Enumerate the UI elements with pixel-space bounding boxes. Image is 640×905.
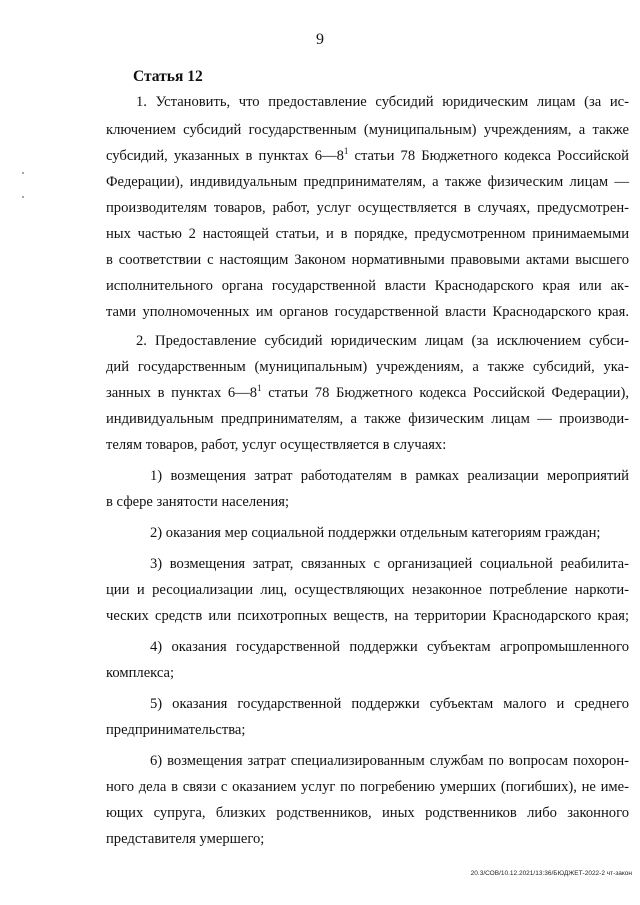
text-fragment: занных в пунктах 6—8 (106, 385, 258, 401)
superscript: 1 (343, 146, 349, 156)
text-line: 2. Предоставление субсидий юридическим лицам (за исключением субси- (136, 333, 629, 349)
text-line: ключением субсидий государственным (муниципальным) учреждениям, а также (106, 122, 629, 138)
text-line: ции и ресоциализации лиц, осуществляющих незаконное потребление наркоти- (106, 582, 629, 598)
text-line: предпринимательства; (106, 722, 246, 738)
text-fragment: статьи 78 Бюджетного кодекса Российской Федерации), (261, 385, 629, 401)
text-line: 2) оказания мер социальной поддержки отдельным категориям граждан; (150, 525, 601, 541)
text-line: 4) оказания государственной поддержки субъектам агропромышленного (150, 639, 629, 655)
margin-dot (22, 196, 24, 198)
text-fragment: статьи 78 Бюджетного кодекса Российской (348, 148, 629, 164)
text-line: производителям товаров, работ, услуг осуществляется в случаях, предусмотрен- (106, 200, 629, 216)
text-line: в соответствии с настоящим Законом нормативными правовыми актами высшего (106, 252, 629, 268)
document-footer: 20.3/СОВ/10.12.2021/13:36/БЮДЖЕТ-2022-2 чт-закон (470, 870, 632, 877)
text-line: ных частью 2 настоящей статьи, и в порядке, предусмотренном принимаемыми (106, 226, 629, 242)
text-line: в сфере занятости населения; (106, 494, 290, 510)
text-line: 3) возмещения затрат, связанных с организацией социальной реабилита- (150, 556, 629, 572)
text-line: 6) возмещения затрат специализированным службам по вопросам похорон- (150, 753, 629, 769)
text-line: 5) оказания государственной поддержки субъектам малого и среднего (150, 696, 629, 712)
text-line: ного дела в связи с оказанием услуг по погребению умерших (погибших), не име- (106, 779, 629, 795)
text-line: дий государственным (муниципальным) учреждениям, а также субсидий, ука- (106, 359, 629, 375)
text-line: ющих супруга, близких родственников, иных родственников либо законного (106, 805, 629, 821)
text-line: исполнительного органа государственной власти Краснодарского края или ак- (106, 278, 629, 294)
text-line: тами уполномоченных им органов государственной власти Краснодарского края. (106, 304, 629, 320)
text-line: представителя умершего; (106, 831, 265, 847)
text-line: 1) возмещения затрат работодателям в рамках реализации мероприятий (150, 468, 629, 484)
text-line (106, 383, 629, 403)
text-line: комплекса; (106, 665, 175, 681)
text-line: 1. Установить, что предоставление субсидий юридическим лицам (за ис- (136, 94, 629, 110)
superscript: 1 (257, 383, 262, 393)
article-heading: Статья 12 (133, 68, 203, 85)
text-line: телям товаров, работ, услуг осуществляется в случаях: (106, 437, 447, 453)
text-fragment: субсидий, указанных в пунктах 6—8 (106, 148, 344, 164)
margin-dot (22, 172, 24, 174)
text-line: ческих средств или психотропных веществ, на территории Краснодарского края; (106, 608, 629, 624)
page-number: 9 (316, 31, 324, 48)
text-line: индивидуальным предпринимателям, а также физическим лицам — производи- (106, 411, 629, 427)
text-line: Федерации), индивидуальным предпринимателям, а также физическим лицам — (106, 174, 629, 190)
text-line (106, 146, 629, 166)
